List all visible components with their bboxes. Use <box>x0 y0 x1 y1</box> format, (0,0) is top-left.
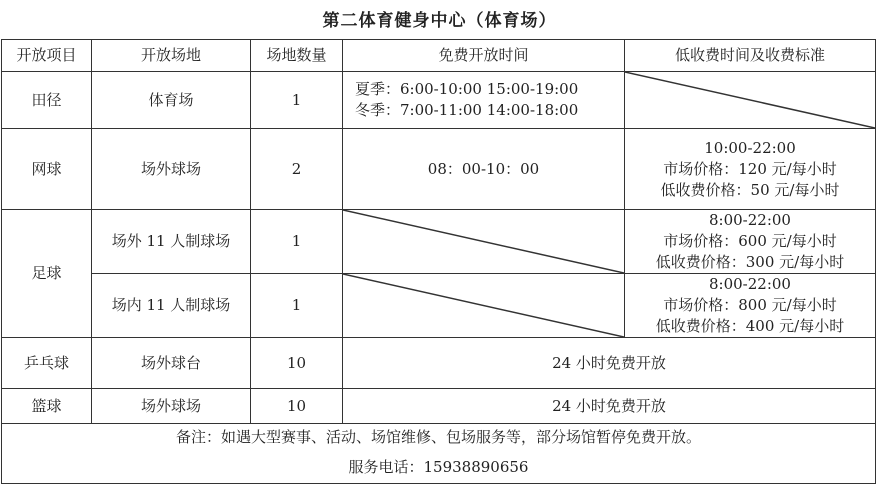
header-row <box>2 40 876 72</box>
header-fee: 低收费时间及收费标准 <box>625 40 876 72</box>
diagonal-line <box>625 72 875 128</box>
table-row-football-outdoor <box>2 210 876 274</box>
table-row-track <box>2 72 876 129</box>
phone-text: 服务电话：15938890656 <box>2 452 876 484</box>
low-price: 低收费价格：300 元/每小时 <box>655 253 845 271</box>
empty-fee-cell <box>625 72 876 129</box>
count-cell: 10 <box>251 338 343 389</box>
fee-time: 10:00-22:00 <box>704 138 796 157</box>
fee-cell <box>625 210 876 274</box>
count-cell: 2 <box>251 129 343 210</box>
low-price: 低收费价格：50 元/每小时 <box>660 180 840 199</box>
note-row <box>2 424 876 452</box>
free-time-cell <box>343 72 625 129</box>
free-time-cell: 08：00-10：00 <box>343 129 625 210</box>
diagonal-line <box>343 274 624 337</box>
venue-cell: 场外球场 <box>92 389 251 424</box>
market-price: 市场价格：120 元/每小时 <box>663 159 837 178</box>
table-row-pingpong <box>2 338 876 389</box>
header-free-time: 免费开放时间 <box>343 40 625 72</box>
market-price: 市场价格：600 元/每小时 <box>663 232 837 250</box>
empty-free-time-cell <box>343 274 625 338</box>
header-sport: 开放项目 <box>2 40 92 72</box>
low-price: 低收费价格：400 元/每小时 <box>655 317 845 335</box>
fee-time: 8:00-22:00 <box>709 211 791 229</box>
sport-cell: 乒乓球 <box>2 338 92 389</box>
count-cell: 1 <box>251 210 343 274</box>
empty-free-time-cell <box>343 210 625 274</box>
sport-cell: 网球 <box>2 129 92 210</box>
header-count: 场地数量 <box>251 40 343 72</box>
diagonal-line <box>343 210 624 273</box>
venue-cell: 场外 11 人制球场 <box>92 210 251 274</box>
note-text: 备注：如遇大型赛事、活动、场馆维修、包场服务等，部分场馆暂停免费开放。 <box>2 424 876 452</box>
venue-cell: 场外球场 <box>92 129 251 210</box>
phone-row <box>2 452 876 484</box>
fee-cell <box>625 274 876 338</box>
header-venue: 开放场地 <box>92 40 251 72</box>
venue-cell: 场内 11 人制球场 <box>92 274 251 338</box>
venue-cell: 场外球台 <box>92 338 251 389</box>
schedule-table <box>1 39 876 484</box>
table-row-tennis <box>2 129 876 210</box>
table-row-football-indoor <box>2 274 876 338</box>
open-cell: 24 小时免费开放 <box>343 389 876 424</box>
venue-cell: 体育场 <box>92 72 251 129</box>
count-cell: 1 <box>251 274 343 338</box>
sport-cell: 篮球 <box>2 389 92 424</box>
page-title: 第二体育健身中心（体育场） <box>322 11 557 31</box>
table-row-basketball <box>2 389 876 424</box>
summer-time: 夏季：6:00-10:00 15:00-19:00 <box>355 80 579 98</box>
fee-time: 8:00-22:00 <box>709 275 791 293</box>
sport-cell: 足球 <box>2 210 92 338</box>
winter-time: 冬季：7:00-11:00 14:00-18:00 <box>355 101 579 119</box>
open-cell: 24 小时免费开放 <box>343 338 876 389</box>
market-price: 市场价格：800 元/每小时 <box>663 296 837 314</box>
fee-cell <box>625 129 876 210</box>
count-cell: 10 <box>251 389 343 424</box>
count-cell: 1 <box>251 72 343 129</box>
sport-cell: 田径 <box>2 72 92 129</box>
